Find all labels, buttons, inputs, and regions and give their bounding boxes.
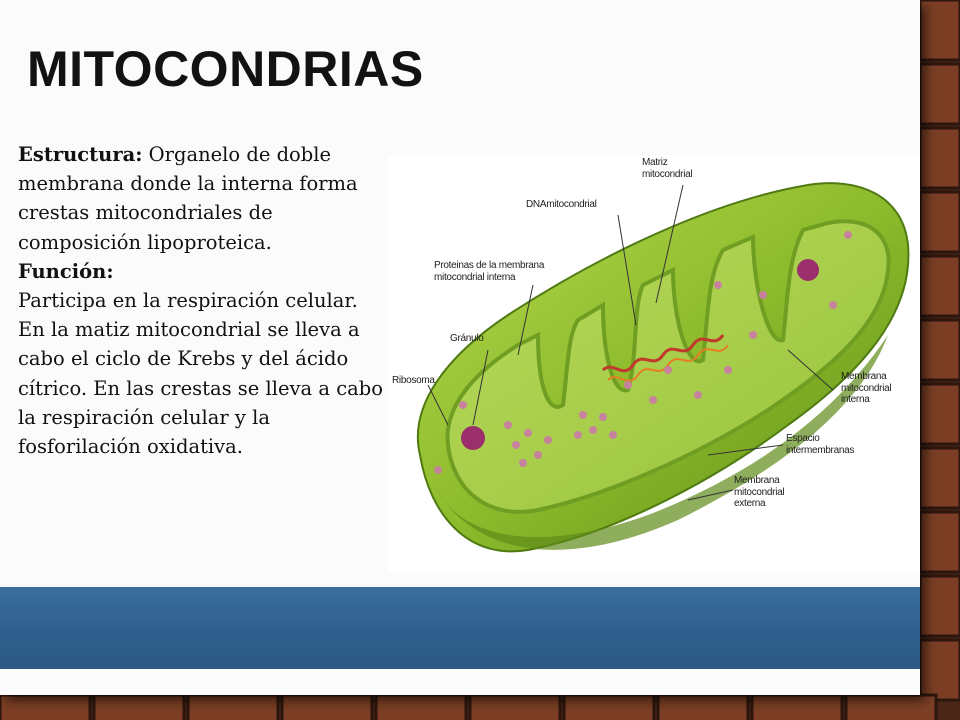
label-proteinas: Proteinas de la membrana mitocondrial interna	[434, 260, 545, 283]
structure-text: Organelo de doble membrana donde la interna forma crestas mitocondriales de composición lipoproteica.	[18, 143, 358, 254]
granule	[461, 426, 485, 450]
granule	[797, 259, 819, 281]
function-text: Participa en la respiración celular. En la matiz mitocondrial se lleva a cabo el ciclo de Krebs y del ácido cítrico. En las crestas se lleva a cabo la respiración celular y la fosforilación oxidativa.	[18, 289, 383, 459]
mitochondria-illustration	[388, 155, 920, 573]
label-granulo: Gránulo	[450, 333, 484, 344]
label-dna: DNAmitocondrial	[526, 199, 597, 210]
structure-paragraph	[18, 140, 388, 257]
label-membrana-externa: Membrana mitocondrial externa	[734, 475, 785, 509]
slide-title: MITOCONDRIAS	[27, 41, 424, 97]
mitochondria-diagram	[388, 155, 920, 573]
label-ribosoma: Ribosoma	[392, 375, 435, 386]
function-heading: Función:	[18, 259, 114, 283]
label-membrana-interna: Membrana mitocondrial interna	[841, 371, 892, 405]
label-matriz: Matriz mitocondrial	[642, 157, 693, 180]
footer-band	[0, 587, 920, 669]
structure-heading: Estructura:	[18, 143, 143, 166]
description-text	[18, 140, 388, 461]
label-espacio: Espacio intermembranas	[786, 433, 855, 456]
